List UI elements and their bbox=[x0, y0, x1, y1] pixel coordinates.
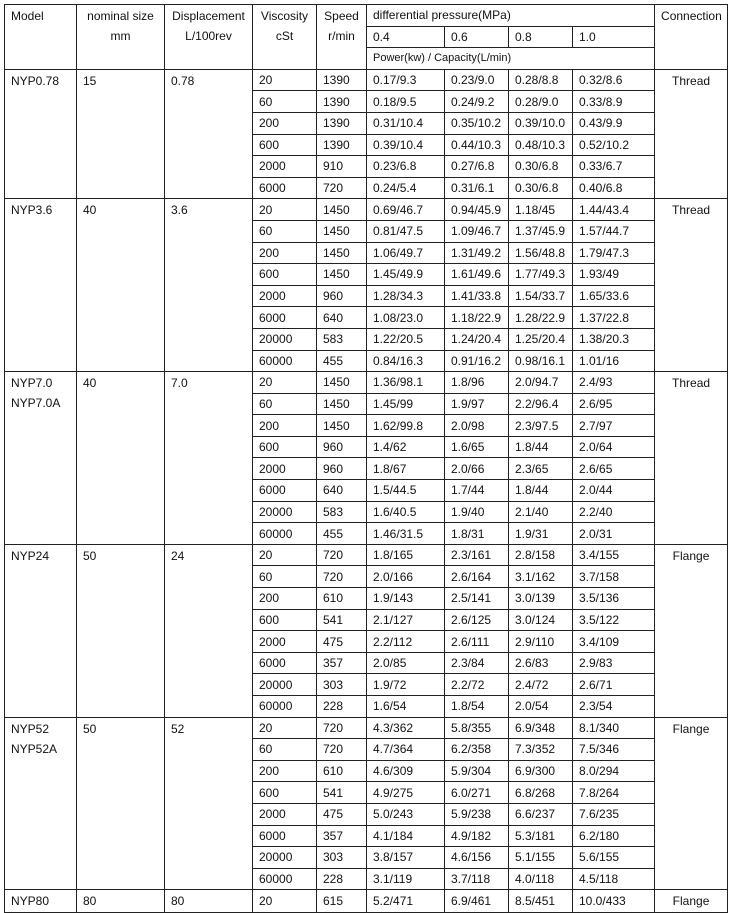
power-capacity-cell: 3.7/158 bbox=[573, 566, 655, 588]
viscosity-label: Viscosity bbox=[260, 9, 309, 23]
displacement-label: Displacement bbox=[172, 9, 245, 23]
viscosity-cell: 20000 bbox=[253, 847, 317, 869]
viscosity-cell: 60 bbox=[253, 220, 317, 242]
model-cell bbox=[5, 69, 77, 199]
power-capacity-cell: 1.8/44 bbox=[509, 480, 573, 502]
power-capacity-cell: 4.3/362 bbox=[367, 717, 445, 739]
viscosity-cell: 2000 bbox=[253, 458, 317, 480]
viscosity-cell: 20 bbox=[253, 544, 317, 566]
speed-cell: 357 bbox=[317, 652, 367, 674]
power-capacity-cell: 0.30/6.8 bbox=[509, 177, 573, 199]
nominal-size-cell: 50 bbox=[77, 717, 165, 890]
power-capacity-label: Power(kw) / Capacity(L/min) bbox=[367, 48, 655, 70]
viscosity-cell: 20 bbox=[253, 890, 317, 913]
power-capacity-cell: 5.0/243 bbox=[367, 803, 445, 825]
power-capacity-cell: 4.9/182 bbox=[445, 825, 509, 847]
power-capacity-cell: 1.8/67 bbox=[367, 458, 445, 480]
power-capacity-cell: 2.0/66 bbox=[445, 458, 509, 480]
power-capacity-cell: 1.36/98.1 bbox=[367, 372, 445, 394]
model-name: NYP7.0 bbox=[11, 376, 53, 391]
power-capacity-cell: 2.0/64 bbox=[573, 436, 655, 458]
power-capacity-cell: 0.69/46.7 bbox=[367, 199, 445, 221]
speed-cell: 583 bbox=[317, 328, 367, 350]
power-capacity-cell: 6.8/268 bbox=[509, 782, 573, 804]
power-capacity-cell: 6.2/358 bbox=[445, 739, 509, 761]
viscosity-cell: 6000 bbox=[253, 307, 317, 329]
power-capacity-cell: 0.35/10.2 bbox=[445, 112, 509, 134]
power-capacity-cell: 1.9/40 bbox=[445, 501, 509, 523]
power-capacity-cell: 7.3/352 bbox=[509, 739, 573, 761]
power-capacity-cell: 2.3/97.5 bbox=[509, 415, 573, 437]
power-capacity-cell: 1.65/33.6 bbox=[573, 285, 655, 307]
power-capacity-cell: 6.9/300 bbox=[509, 760, 573, 782]
power-capacity-cell: 0.81/47.5 bbox=[367, 220, 445, 242]
power-capacity-cell: 2.6/83 bbox=[509, 652, 573, 674]
table-row bbox=[5, 544, 728, 566]
power-capacity-cell: 0.39/10.0 bbox=[509, 112, 573, 134]
viscosity-cell: 60000 bbox=[253, 868, 317, 890]
model-cell bbox=[5, 717, 77, 890]
power-capacity-cell: 1.9/143 bbox=[367, 588, 445, 610]
power-capacity-cell: 1.8/44 bbox=[509, 436, 573, 458]
viscosity-cell: 200 bbox=[253, 760, 317, 782]
power-capacity-cell: 2.6/125 bbox=[445, 609, 509, 631]
speed-cell: 960 bbox=[317, 458, 367, 480]
power-capacity-cell: 2.0/44 bbox=[573, 480, 655, 502]
power-capacity-cell: 0.84/16.3 bbox=[367, 350, 445, 372]
speed-cell: 720 bbox=[317, 717, 367, 739]
model-name: NYP24 bbox=[11, 548, 50, 563]
power-capacity-cell: 1.31/49.2 bbox=[445, 242, 509, 264]
col-header-diff-pressure: differential pressure(MPa) bbox=[367, 5, 655, 27]
power-capacity-cell: 2.9/83 bbox=[573, 652, 655, 674]
power-capacity-cell: 1.4/62 bbox=[367, 436, 445, 458]
power-capacity-cell: 1.5/44.5 bbox=[367, 480, 445, 502]
speed-cell: 1390 bbox=[317, 134, 367, 156]
connection-cell: Thread bbox=[655, 199, 728, 372]
table-row bbox=[5, 890, 728, 913]
viscosity-cell: 60 bbox=[253, 739, 317, 761]
power-capacity-cell: 6.6/237 bbox=[509, 803, 573, 825]
power-capacity-cell: 2.0/98 bbox=[445, 415, 509, 437]
power-capacity-cell: 2.2/96.4 bbox=[509, 393, 573, 415]
speed-cell: 455 bbox=[317, 523, 367, 545]
power-capacity-cell: 4.0/118 bbox=[509, 868, 573, 890]
power-capacity-cell: 2.7/97 bbox=[573, 415, 655, 437]
viscosity-cell: 600 bbox=[253, 436, 317, 458]
speed-cell: 583 bbox=[317, 501, 367, 523]
speed-cell: 640 bbox=[317, 307, 367, 329]
power-capacity-cell: 10.0/433 bbox=[573, 890, 655, 913]
power-capacity-cell: 2.6/95 bbox=[573, 393, 655, 415]
speed-cell: 1450 bbox=[317, 393, 367, 415]
speed-cell: 357 bbox=[317, 825, 367, 847]
speed-cell: 455 bbox=[317, 350, 367, 372]
power-capacity-cell: 6.9/461 bbox=[445, 890, 509, 913]
power-capacity-cell: 0.30/6.8 bbox=[509, 156, 573, 178]
power-capacity-cell: 3.0/139 bbox=[509, 588, 573, 610]
power-capacity-cell: 2.4/72 bbox=[509, 674, 573, 696]
model-name-alt: NYP7.0A bbox=[11, 396, 61, 411]
displacement-unit: L/100rev bbox=[185, 29, 232, 43]
viscosity-cell: 60 bbox=[253, 566, 317, 588]
model-name: NYP52 bbox=[11, 721, 50, 736]
speed-cell: 960 bbox=[317, 436, 367, 458]
nominal-size-cell: 40 bbox=[77, 199, 165, 372]
power-capacity-cell: 4.1/184 bbox=[367, 825, 445, 847]
power-capacity-cell: 1.18/22.9 bbox=[445, 307, 509, 329]
nominal-size-cell: 50 bbox=[77, 544, 165, 717]
speed-cell: 475 bbox=[317, 803, 367, 825]
power-capacity-cell: 8.0/294 bbox=[573, 760, 655, 782]
power-capacity-cell: 1.9/31 bbox=[509, 523, 573, 545]
power-capacity-cell: 2.6/164 bbox=[445, 566, 509, 588]
nominal-size-cell: 40 bbox=[77, 372, 165, 545]
power-capacity-cell: 0.24/5.4 bbox=[367, 177, 445, 199]
viscosity-cell: 60 bbox=[253, 91, 317, 113]
power-capacity-cell: 2.1/127 bbox=[367, 609, 445, 631]
col-header-viscosity bbox=[253, 5, 317, 70]
speed-cell: 1450 bbox=[317, 415, 367, 437]
col-header-connection: Connection bbox=[655, 5, 728, 70]
table-row bbox=[5, 717, 728, 739]
connection-cell: Thread bbox=[655, 69, 728, 199]
speed-cell: 1390 bbox=[317, 112, 367, 134]
speed-unit: r/min bbox=[328, 29, 355, 43]
power-capacity-cell: 3.5/122 bbox=[573, 609, 655, 631]
power-capacity-cell: 2.0/54 bbox=[509, 696, 573, 718]
power-capacity-cell: 1.01/16 bbox=[573, 350, 655, 372]
power-capacity-cell: 0.23/9.0 bbox=[445, 69, 509, 91]
connection-cell: Thread bbox=[655, 372, 728, 545]
power-capacity-cell: 3.5/136 bbox=[573, 588, 655, 610]
power-capacity-cell: 2.2/40 bbox=[573, 501, 655, 523]
power-capacity-cell: 5.1/155 bbox=[509, 847, 573, 869]
power-capacity-cell: 1.8/165 bbox=[367, 544, 445, 566]
power-capacity-cell: 7.5/346 bbox=[573, 739, 655, 761]
power-capacity-cell: 2.0/85 bbox=[367, 652, 445, 674]
speed-cell: 303 bbox=[317, 674, 367, 696]
power-capacity-cell: 3.1/162 bbox=[509, 566, 573, 588]
speed-cell: 610 bbox=[317, 588, 367, 610]
viscosity-cell: 6000 bbox=[253, 480, 317, 502]
displacement-cell: 0.78 bbox=[165, 69, 253, 199]
power-capacity-cell: 1.46/31.5 bbox=[367, 523, 445, 545]
viscosity-cell: 600 bbox=[253, 134, 317, 156]
power-capacity-cell: 1.22/20.5 bbox=[367, 328, 445, 350]
viscosity-cell: 600 bbox=[253, 609, 317, 631]
power-capacity-cell: 0.43/9.9 bbox=[573, 112, 655, 134]
viscosity-cell: 200 bbox=[253, 242, 317, 264]
col-header-displacement bbox=[165, 5, 253, 70]
connection-cell: Flange bbox=[655, 544, 728, 717]
power-capacity-cell: 0.33/6.7 bbox=[573, 156, 655, 178]
nominal-size-cell: 15 bbox=[77, 69, 165, 199]
model-cell bbox=[5, 199, 77, 372]
power-capacity-cell: 1.8/96 bbox=[445, 372, 509, 394]
power-capacity-cell: 1.6/65 bbox=[445, 436, 509, 458]
nominal-size-unit: mm bbox=[110, 29, 131, 43]
viscosity-cell: 20000 bbox=[253, 328, 317, 350]
power-capacity-cell: 3.4/155 bbox=[573, 544, 655, 566]
power-capacity-cell: 2.3/161 bbox=[445, 544, 509, 566]
power-capacity-cell: 1.9/97 bbox=[445, 393, 509, 415]
power-capacity-cell: 5.6/155 bbox=[573, 847, 655, 869]
power-capacity-cell: 1.24/20.4 bbox=[445, 328, 509, 350]
viscosity-cell: 60000 bbox=[253, 696, 317, 718]
speed-cell: 1450 bbox=[317, 372, 367, 394]
power-capacity-cell: 1.38/20.3 bbox=[573, 328, 655, 350]
viscosity-cell: 60 bbox=[253, 393, 317, 415]
power-capacity-cell: 6.9/348 bbox=[509, 717, 573, 739]
speed-cell: 1450 bbox=[317, 220, 367, 242]
power-capacity-cell: 4.6/156 bbox=[445, 847, 509, 869]
power-capacity-cell: 0.39/10.4 bbox=[367, 134, 445, 156]
speed-cell: 1450 bbox=[317, 242, 367, 264]
speed-cell: 960 bbox=[317, 285, 367, 307]
speed-cell: 1450 bbox=[317, 199, 367, 221]
speed-cell: 228 bbox=[317, 696, 367, 718]
viscosity-cell: 60000 bbox=[253, 523, 317, 545]
power-capacity-cell: 3.4/109 bbox=[573, 631, 655, 653]
model-cell bbox=[5, 890, 77, 913]
speed-cell: 475 bbox=[317, 631, 367, 653]
speed-cell: 1390 bbox=[317, 69, 367, 91]
displacement-cell: 80 bbox=[165, 890, 253, 913]
viscosity-cell: 200 bbox=[253, 588, 317, 610]
power-capacity-cell: 2.5/141 bbox=[445, 588, 509, 610]
model-name: NYP80 bbox=[11, 894, 50, 909]
viscosity-cell: 20 bbox=[253, 199, 317, 221]
power-capacity-cell: 1.8/54 bbox=[445, 696, 509, 718]
speed-cell: 720 bbox=[317, 739, 367, 761]
viscosity-cell: 600 bbox=[253, 264, 317, 286]
power-capacity-cell: 1.45/99 bbox=[367, 393, 445, 415]
power-capacity-cell: 8.5/451 bbox=[509, 890, 573, 913]
viscosity-cell: 6000 bbox=[253, 652, 317, 674]
power-capacity-cell: 1.45/49.9 bbox=[367, 264, 445, 286]
power-capacity-cell: 4.6/309 bbox=[367, 760, 445, 782]
power-capacity-cell: 0.33/8.9 bbox=[573, 91, 655, 113]
power-capacity-cell: 2.3/84 bbox=[445, 652, 509, 674]
power-capacity-cell: 5.3/181 bbox=[509, 825, 573, 847]
power-capacity-cell: 1.93/49 bbox=[573, 264, 655, 286]
power-capacity-cell: 0.32/8.6 bbox=[573, 69, 655, 91]
power-capacity-cell: 1.28/22.9 bbox=[509, 307, 573, 329]
power-capacity-cell: 1.09/46.7 bbox=[445, 220, 509, 242]
power-capacity-cell: 5.9/304 bbox=[445, 760, 509, 782]
nominal-size-cell: 80 bbox=[77, 890, 165, 913]
viscosity-cell: 2000 bbox=[253, 631, 317, 653]
speed-cell: 228 bbox=[317, 868, 367, 890]
power-capacity-cell: 1.79/47.3 bbox=[573, 242, 655, 264]
power-capacity-cell: 1.41/33.8 bbox=[445, 285, 509, 307]
power-capacity-cell: 1.57/44.7 bbox=[573, 220, 655, 242]
power-capacity-cell: 4.5/118 bbox=[573, 868, 655, 890]
model-name-alt: NYP52A bbox=[11, 741, 58, 756]
viscosity-cell: 20 bbox=[253, 372, 317, 394]
power-capacity-cell: 6.2/180 bbox=[573, 825, 655, 847]
power-capacity-cell: 1.7/44 bbox=[445, 480, 509, 502]
viscosity-unit: cSt bbox=[275, 29, 294, 43]
power-capacity-cell: 2.0/166 bbox=[367, 566, 445, 588]
viscosity-cell: 20 bbox=[253, 717, 317, 739]
power-capacity-cell: 1.56/48.8 bbox=[509, 242, 573, 264]
speed-cell: 610 bbox=[317, 760, 367, 782]
power-capacity-cell: 5.8/355 bbox=[445, 717, 509, 739]
power-capacity-cell: 0.17/9.3 bbox=[367, 69, 445, 91]
power-capacity-cell: 0.28/8.8 bbox=[509, 69, 573, 91]
power-capacity-cell: 2.6/65 bbox=[573, 458, 655, 480]
nominal-size-label: nominal size bbox=[87, 9, 154, 23]
displacement-cell: 7.0 bbox=[165, 372, 253, 545]
power-capacity-cell: 2.9/110 bbox=[509, 631, 573, 653]
col-header-model: Model bbox=[5, 5, 77, 70]
pressure-0: 0.4 bbox=[367, 26, 445, 48]
power-capacity-cell: 3.0/124 bbox=[509, 609, 573, 631]
table-row bbox=[5, 69, 728, 91]
model-cell bbox=[5, 544, 77, 717]
power-capacity-cell: 0.91/16.2 bbox=[445, 350, 509, 372]
power-capacity-cell: 1.37/45.9 bbox=[509, 220, 573, 242]
power-capacity-cell: 1.77/49.3 bbox=[509, 264, 573, 286]
power-capacity-cell: 6.0/271 bbox=[445, 782, 509, 804]
speed-cell: 541 bbox=[317, 782, 367, 804]
power-capacity-cell: 1.25/20.4 bbox=[509, 328, 573, 350]
power-capacity-cell: 3.7/118 bbox=[445, 868, 509, 890]
connection-cell: Flange bbox=[655, 717, 728, 890]
viscosity-cell: 200 bbox=[253, 112, 317, 134]
speed-cell: 640 bbox=[317, 480, 367, 502]
viscosity-cell: 6000 bbox=[253, 825, 317, 847]
power-capacity-cell: 0.40/6.8 bbox=[573, 177, 655, 199]
viscosity-cell: 2000 bbox=[253, 156, 317, 178]
power-capacity-cell: 0.27/6.8 bbox=[445, 156, 509, 178]
power-capacity-cell: 2.8/158 bbox=[509, 544, 573, 566]
speed-cell: 720 bbox=[317, 544, 367, 566]
speed-cell: 910 bbox=[317, 156, 367, 178]
power-capacity-cell: 7.6/235 bbox=[573, 803, 655, 825]
viscosity-cell: 20 bbox=[253, 69, 317, 91]
power-capacity-cell: 5.2/471 bbox=[367, 890, 445, 913]
power-capacity-cell: 1.62/99.8 bbox=[367, 415, 445, 437]
speed-cell: 720 bbox=[317, 566, 367, 588]
displacement-cell: 24 bbox=[165, 544, 253, 717]
power-capacity-cell: 2.2/72 bbox=[445, 674, 509, 696]
power-capacity-cell: 5.9/238 bbox=[445, 803, 509, 825]
power-capacity-cell: 1.18/45 bbox=[509, 199, 573, 221]
power-capacity-cell: 2.2/112 bbox=[367, 631, 445, 653]
power-capacity-cell: 0.94/45.9 bbox=[445, 199, 509, 221]
speed-label: Speed bbox=[324, 9, 359, 23]
power-capacity-cell: 2.0/31 bbox=[573, 523, 655, 545]
power-capacity-cell: 0.24/9.2 bbox=[445, 91, 509, 113]
power-capacity-cell: 0.98/16.1 bbox=[509, 350, 573, 372]
power-capacity-cell: 0.31/10.4 bbox=[367, 112, 445, 134]
power-capacity-cell: 1.28/34.3 bbox=[367, 285, 445, 307]
model-name: NYP0.78 bbox=[11, 73, 60, 88]
model-cell bbox=[5, 372, 77, 545]
viscosity-cell: 20000 bbox=[253, 501, 317, 523]
power-capacity-cell: 1.08/23.0 bbox=[367, 307, 445, 329]
pressure-2: 0.8 bbox=[509, 26, 573, 48]
speed-cell: 1450 bbox=[317, 264, 367, 286]
power-capacity-cell: 1.37/22.8 bbox=[573, 307, 655, 329]
power-capacity-cell: 1.44/43.4 bbox=[573, 199, 655, 221]
power-capacity-cell: 0.18/9.5 bbox=[367, 91, 445, 113]
pressure-1: 0.6 bbox=[445, 26, 509, 48]
table-row bbox=[5, 372, 728, 394]
displacement-cell: 3.6 bbox=[165, 199, 253, 372]
power-capacity-cell: 2.4/93 bbox=[573, 372, 655, 394]
speed-cell: 541 bbox=[317, 609, 367, 631]
power-capacity-cell: 4.9/275 bbox=[367, 782, 445, 804]
power-capacity-cell: 2.0/94.7 bbox=[509, 372, 573, 394]
power-capacity-cell: 4.7/364 bbox=[367, 739, 445, 761]
viscosity-cell: 2000 bbox=[253, 803, 317, 825]
power-capacity-cell: 1.9/72 bbox=[367, 674, 445, 696]
viscosity-cell: 20000 bbox=[253, 674, 317, 696]
power-capacity-cell: 0.23/6.8 bbox=[367, 156, 445, 178]
power-capacity-cell: 1.61/49.6 bbox=[445, 264, 509, 286]
power-capacity-cell: 1.6/54 bbox=[367, 696, 445, 718]
viscosity-cell: 200 bbox=[253, 415, 317, 437]
speed-cell: 1390 bbox=[317, 91, 367, 113]
viscosity-cell: 600 bbox=[253, 782, 317, 804]
speed-cell: 720 bbox=[317, 177, 367, 199]
table-row bbox=[5, 199, 728, 221]
power-capacity-cell: 0.44/10.3 bbox=[445, 134, 509, 156]
power-capacity-cell: 0.52/10.2 bbox=[573, 134, 655, 156]
power-capacity-cell: 3.1/119 bbox=[367, 868, 445, 890]
power-capacity-cell: 7.8/264 bbox=[573, 782, 655, 804]
pressure-3: 1.0 bbox=[573, 26, 655, 48]
connection-cell: Flange bbox=[655, 890, 728, 913]
header-row bbox=[5, 5, 728, 27]
power-capacity-cell: 3.8/157 bbox=[367, 847, 445, 869]
power-capacity-cell: 0.48/10.3 bbox=[509, 134, 573, 156]
power-capacity-cell: 1.54/33.7 bbox=[509, 285, 573, 307]
power-capacity-cell: 8.1/340 bbox=[573, 717, 655, 739]
power-capacity-cell: 1.06/49.7 bbox=[367, 242, 445, 264]
viscosity-cell: 2000 bbox=[253, 285, 317, 307]
pump-spec-table bbox=[4, 4, 728, 913]
power-capacity-cell: 0.31/6.1 bbox=[445, 177, 509, 199]
power-capacity-cell: 0.28/9.0 bbox=[509, 91, 573, 113]
viscosity-cell: 6000 bbox=[253, 177, 317, 199]
power-capacity-cell: 2.3/54 bbox=[573, 696, 655, 718]
viscosity-cell: 60000 bbox=[253, 350, 317, 372]
power-capacity-cell: 2.6/111 bbox=[445, 631, 509, 653]
power-capacity-cell: 2.1/40 bbox=[509, 501, 573, 523]
speed-cell: 615 bbox=[317, 890, 367, 913]
col-header-nominal-size bbox=[77, 5, 165, 70]
model-name: NYP3.6 bbox=[11, 203, 53, 218]
col-header-speed bbox=[317, 5, 367, 70]
power-capacity-cell: 1.6/40.5 bbox=[367, 501, 445, 523]
speed-cell: 303 bbox=[317, 847, 367, 869]
power-capacity-cell: 1.8/31 bbox=[445, 523, 509, 545]
displacement-cell: 52 bbox=[165, 717, 253, 890]
power-capacity-cell: 2.3/65 bbox=[509, 458, 573, 480]
power-capacity-cell: 2.6/71 bbox=[573, 674, 655, 696]
